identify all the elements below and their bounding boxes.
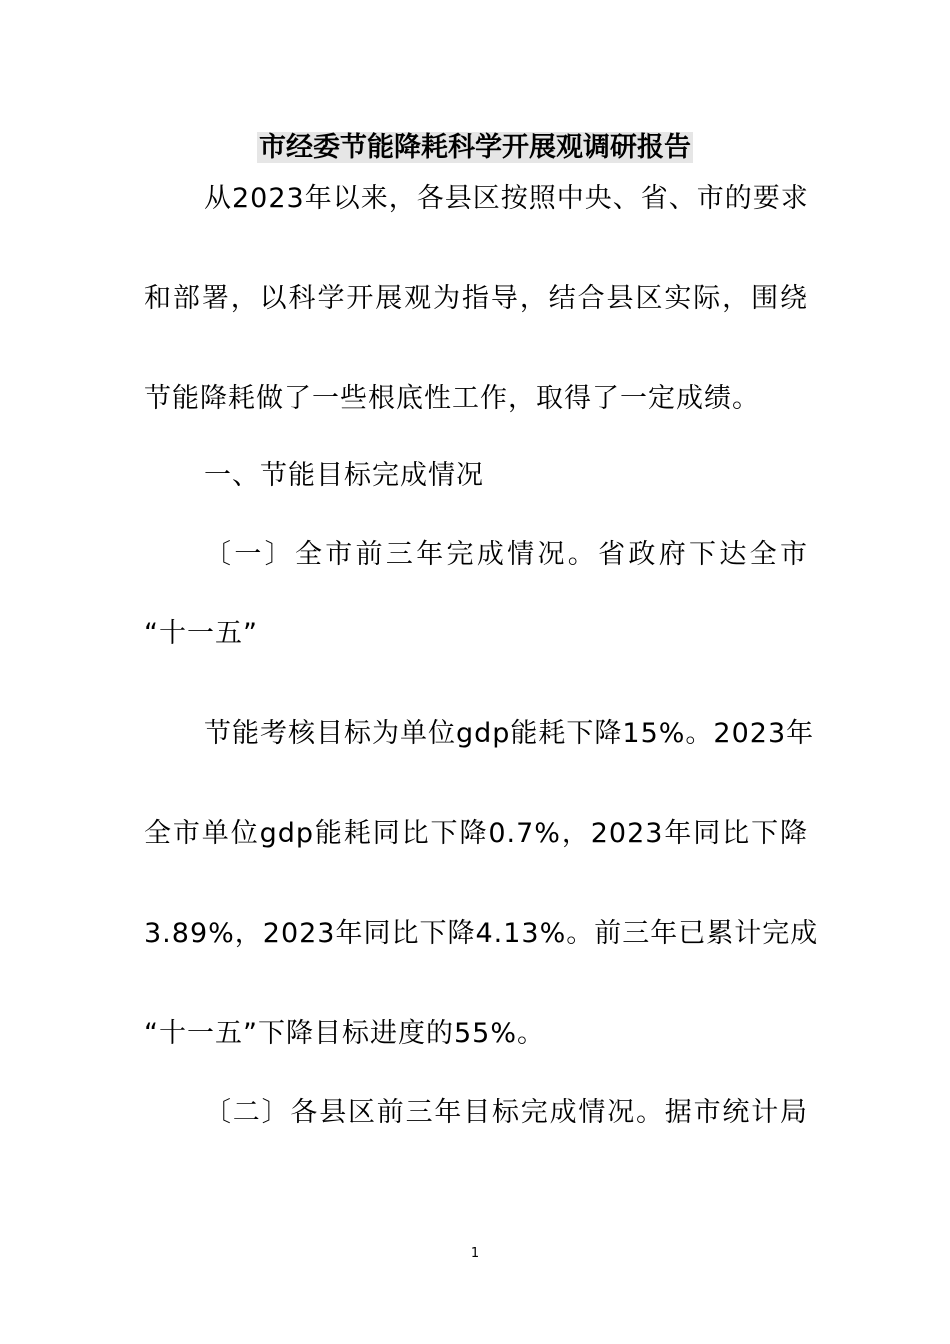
document-title: [0, 128, 950, 168]
paragraph-line-7: 全市单位gdp能耗同比下降0.7%，2023年同比下降: [144, 818, 808, 849]
paragraph-line-2: 和部署，以科学开展观为指导，结合县区实际，围绕: [144, 283, 808, 314]
document-title-text: 市经委节能降耗科学开展观调研报告: [259, 132, 691, 163]
paragraph-line-8: 3.89%，2023年同比下降4.13%。前三年已累计完成: [144, 918, 819, 949]
paragraph-line-4: 〔一〕全市前三年完成情况。省政府下达全市: [204, 539, 808, 570]
page-number: 1: [470, 1246, 480, 1261]
paragraph-line-3: 节能降耗做了一些根底性工作，取得了一定成绩。: [144, 383, 760, 414]
paragraph-line-5: “十一五”: [144, 618, 258, 649]
section-heading-1: 一、节能目标完成情况: [204, 460, 484, 491]
paragraph-line-9: “十一五”下降目标进度的55%。: [144, 1018, 545, 1049]
paragraph-line-6: 节能考核目标为单位gdp能耗下降15%。2023年: [204, 718, 815, 749]
paragraph-line-1: 从2023年以来，各县区按照中央、省、市的要求: [204, 183, 809, 214]
paragraph-line-10: 〔二〕各县区前三年目标完成情况。据市统计局: [204, 1097, 808, 1128]
